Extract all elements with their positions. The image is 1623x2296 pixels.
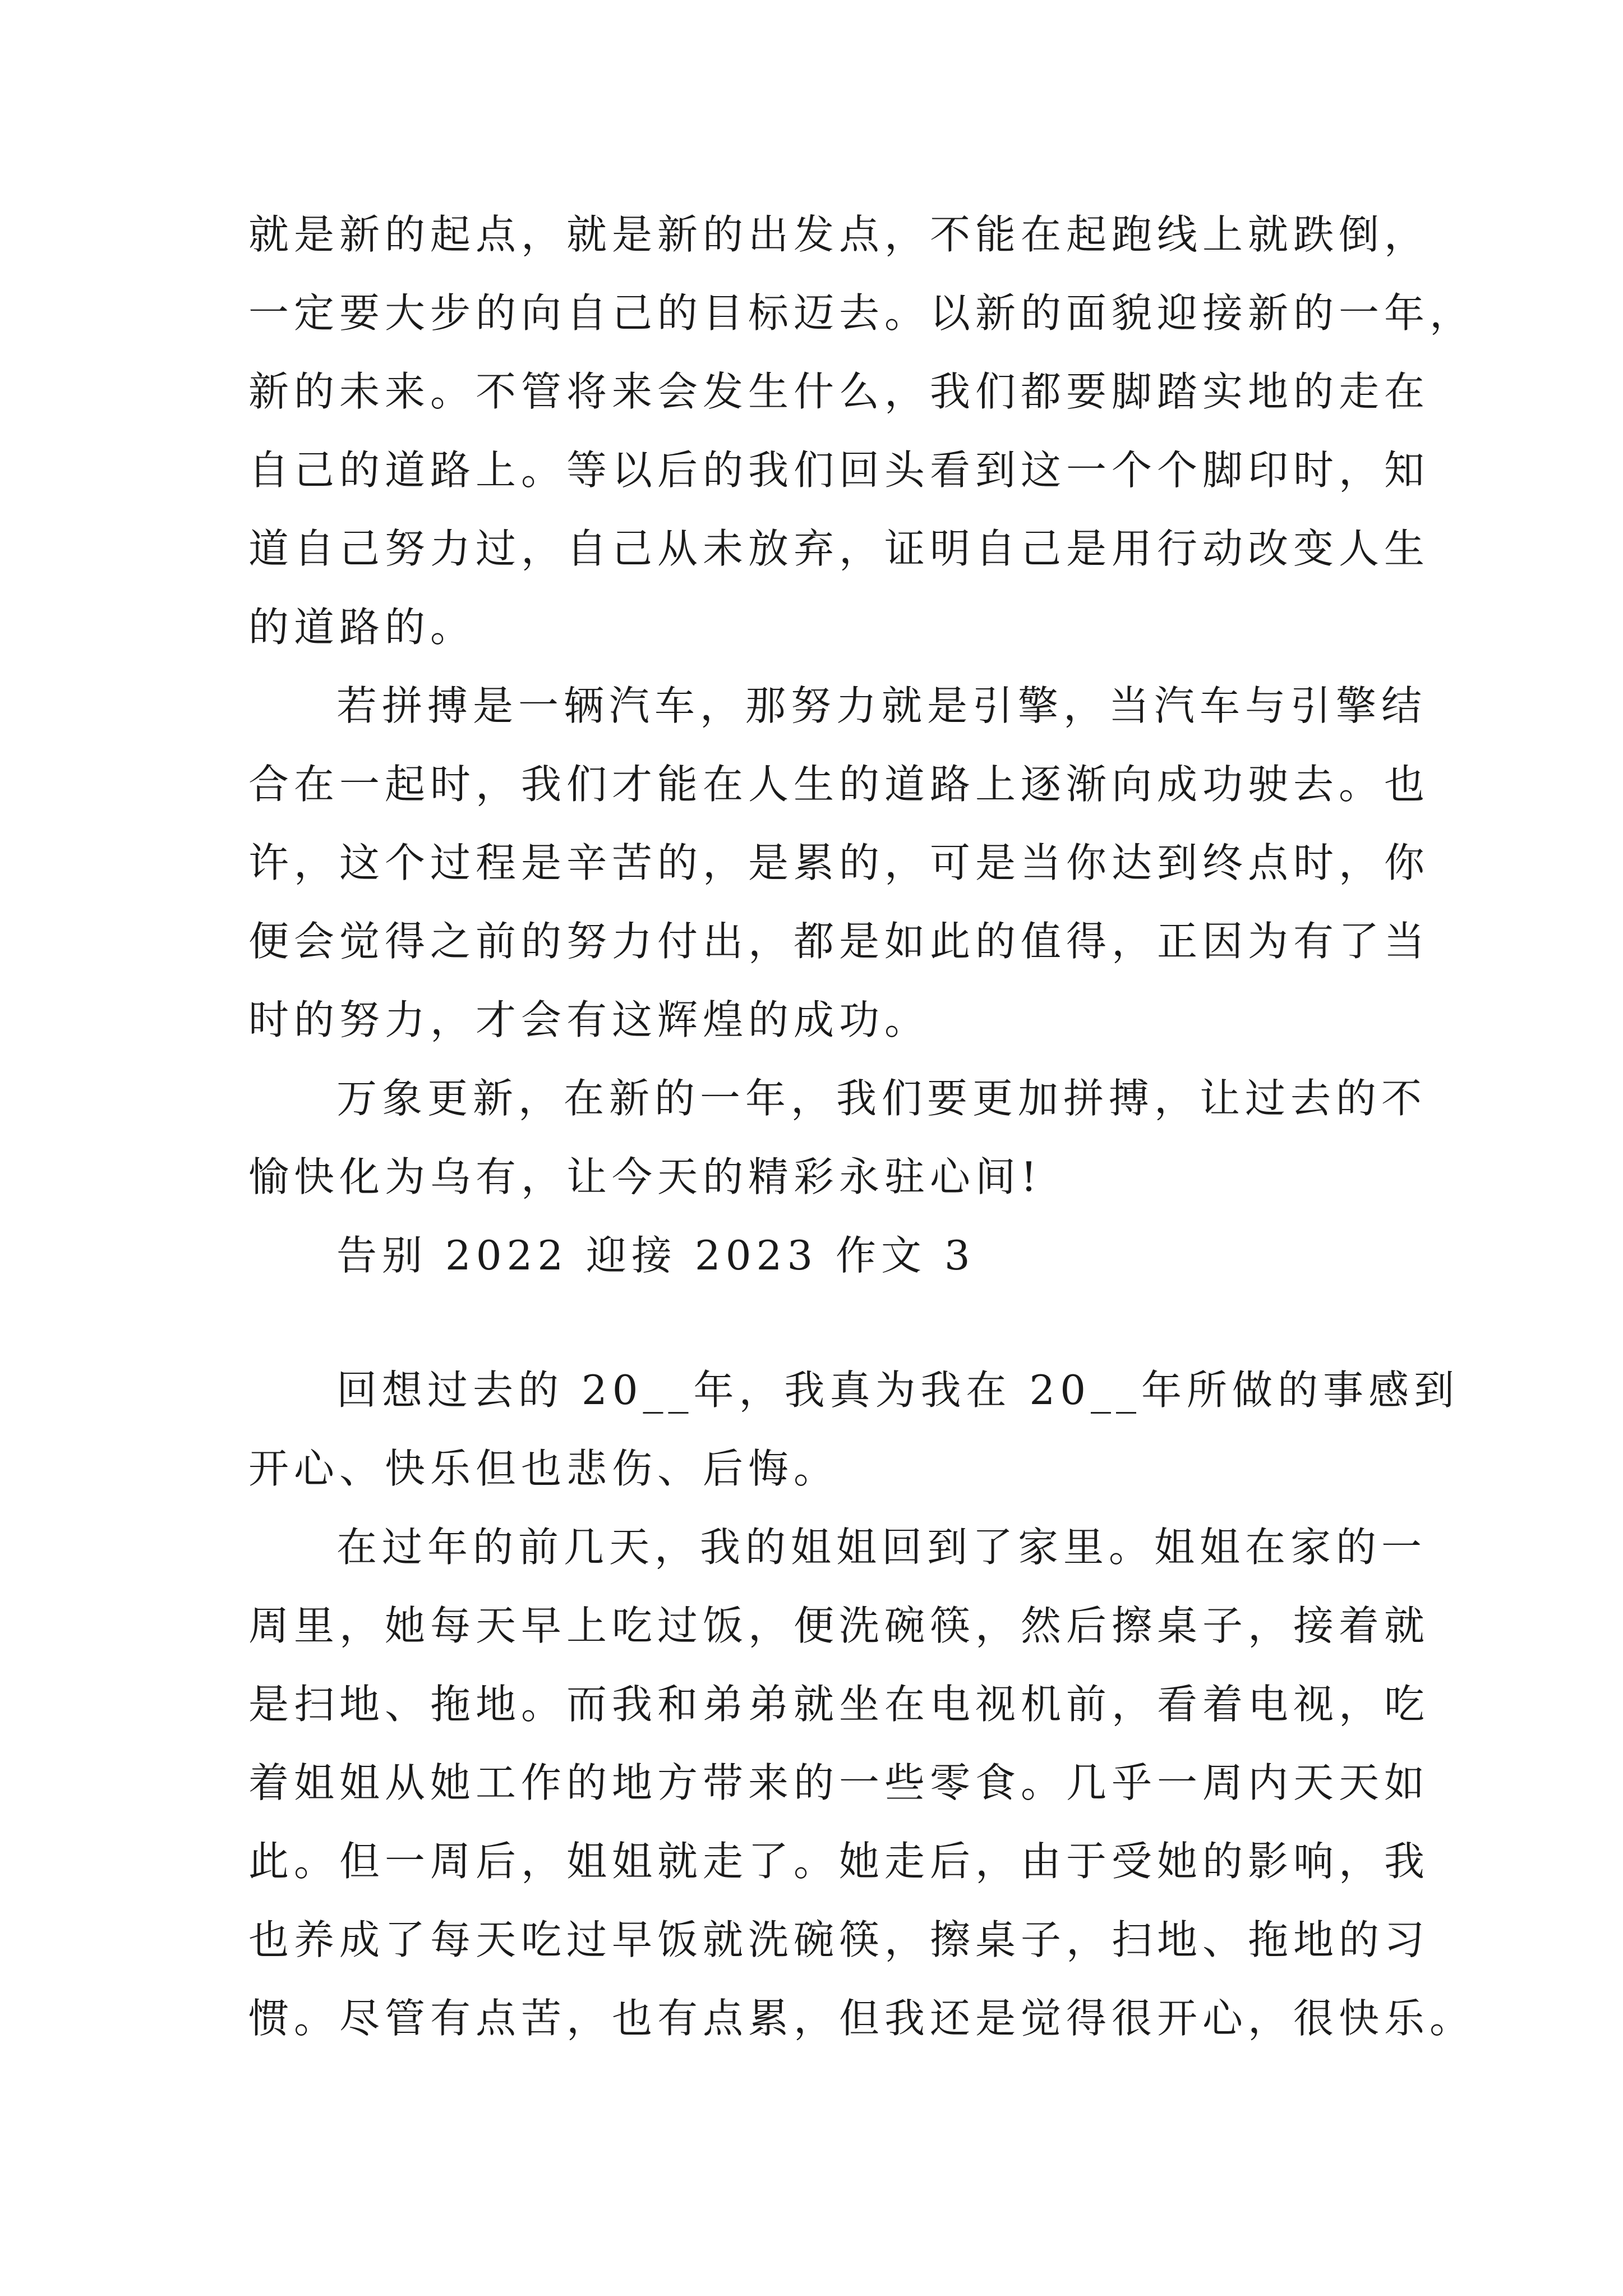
text-line: 时的努力，才会有这辉煌的成功。 — [248, 996, 930, 1043]
text-line: 合在一起时，我们才能在人生的道路上逐渐向成功驶去。也 — [248, 761, 1430, 808]
text-line: 自己的道路上。等以后的我们回头看到这一个个脚印时，知 — [248, 447, 1430, 494]
text-line: 惯。尽管有点苦，也有点累，但我还是觉得很开心，很快乐。 — [248, 1995, 1476, 2042]
paragraph-start-line: 在过年的前几天，我的姐姐回到了家里。姐姐在家的一 — [336, 1524, 1427, 1571]
text-line: 新的未来。不管将来会发生什么，我们都要脚踏实地的走在 — [248, 368, 1430, 415]
section-heading: 告别 2022 迎接 2023 作文 3 — [336, 1232, 975, 1279]
text-line: 着姐姐从她工作的地方带来的一些零食。几乎一周内天天如 — [248, 1759, 1430, 1806]
paragraph-start-line: 万象更新，在新的一年，我们要更加拼搏，让过去的不 — [336, 1075, 1427, 1122]
text-line: 此。但一周后，姐姐就走了。她走后，由于受她的影响，我 — [248, 1838, 1430, 1885]
text-line: 也养成了每天吃过早饭就洗碗筷，擦桌子，扫地、拖地的习 — [248, 1916, 1430, 1963]
text-line: 的道路的。 — [248, 604, 476, 651]
text-line: 就是新的起点，就是新的出发点，不能在起跑线上就跌倒， — [248, 211, 1430, 258]
paragraph-start-line: 若拼搏是一辆汽车，那努力就是引擎，当汽车与引擎结 — [336, 682, 1427, 729]
text-line: 周里，她每天早上吃过饭，便洗碗筷，然后擦桌子，接着就 — [248, 1602, 1430, 1649]
text-line: 一定要大步的向自己的目标迈去。以新的面貌迎接新的一年， — [248, 289, 1476, 337]
text-line: 开心、快乐但也悲伤、后悔。 — [248, 1445, 840, 1492]
paragraph-start-line: 回想过去的 20__年，我真为我在 20__年所做的事感到 — [336, 1366, 1460, 1414]
text-line: 是扫地、拖地。而我和弟弟就坐在电视机前，看着电视，吃 — [248, 1681, 1430, 1728]
text-line: 许，这个过程是辛苦的，是累的，可是当你达到终点时，你 — [248, 839, 1430, 886]
text-line: 道自己努力过，自己从未放弃，证明自己是用行动改变人生 — [248, 525, 1430, 572]
text-line: 愉快化为乌有，让今天的精彩永驻心间! — [248, 1153, 1042, 1200]
text-line: 便会觉得之前的努力付出，都是如此的值得，正因为有了当 — [248, 918, 1430, 965]
